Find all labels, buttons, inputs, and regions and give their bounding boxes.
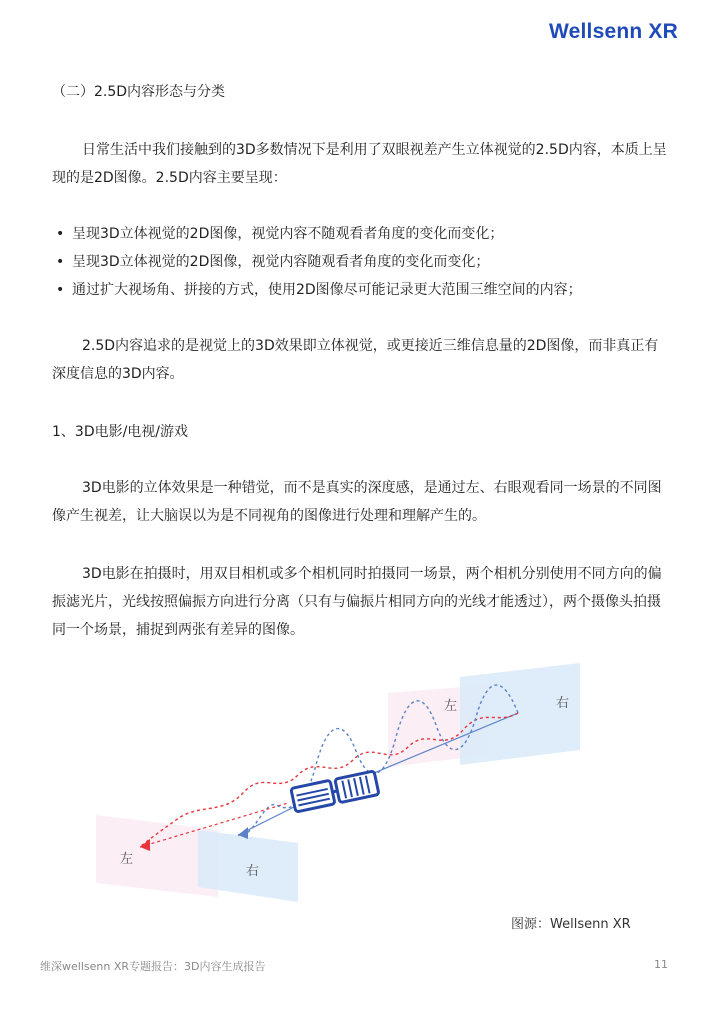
paragraph-3d-filming: 3D电影在拍摄时，用双目相机或多个相机同时拍摄同一场景，两个相机分别使用不同方向的偏振滤光片，光线按照偏振方向进行分离（只有与偏振片相同方向的光线才能透过），两个摄像头拍摄同一个场景，捕捉到两张有差异的图像。 (52, 566, 662, 638)
list-item: • 呈现3D立体视觉的2D图像，视觉内容随观看者角度的变化而变化； (72, 248, 672, 276)
right-panel-top (460, 663, 580, 765)
paragraph-intro: 日常生活中我们接触到的3D多数情况下是利用了双眼视差产生立体视觉的2.5D内容，本质上呈现的是2D图像。2.5D内容主要呈现： (52, 142, 667, 186)
label-right-top: 右 (556, 696, 570, 711)
polarized-glasses-icon (291, 771, 379, 812)
figure-caption: 图源：Wellsenn XR (511, 917, 631, 932)
label-left-top: 左 (444, 699, 458, 714)
list-item: • 呈现3D立体视觉的2D图像，视觉内容不随观看者角度的变化而变化； (72, 220, 672, 248)
page-number: 11 (654, 958, 668, 971)
content-forms-list (72, 220, 672, 304)
paragraph-2-5d-goal: 2.5D内容追求的是视觉上的3D效果即立体视觉，或更接近三维信息量的2D图像，而非真正有深度信息的3D内容。 (52, 338, 659, 382)
label-left-bottom: 左 (120, 852, 134, 867)
footer-report-title: 维深wellsenn XR专题报告：3D内容生成报告 (40, 960, 266, 973)
wellsenn-logo: Wellsenn XR (548, 20, 678, 43)
polarization-diagram (88, 655, 588, 915)
list-item: • 通过扩大视场角、拼接的方式，使用2D图像尽可能记录更大范围三维空间的内容； (72, 276, 672, 304)
paragraph-3d-illusion: 3D电影的立体效果是一种错觉，而不是真实的深度感，是通过左、右眼观看同一场景的不同图像产生视差，让大脑误以为是不同视角的图像进行处理和理解产生的。 (52, 480, 662, 524)
section-title: （二）2.5D内容形态与分类 (52, 84, 226, 100)
subsection-title: 1、3D电影/电视/游戏 (52, 424, 189, 440)
label-right-bottom: 右 (246, 864, 260, 879)
